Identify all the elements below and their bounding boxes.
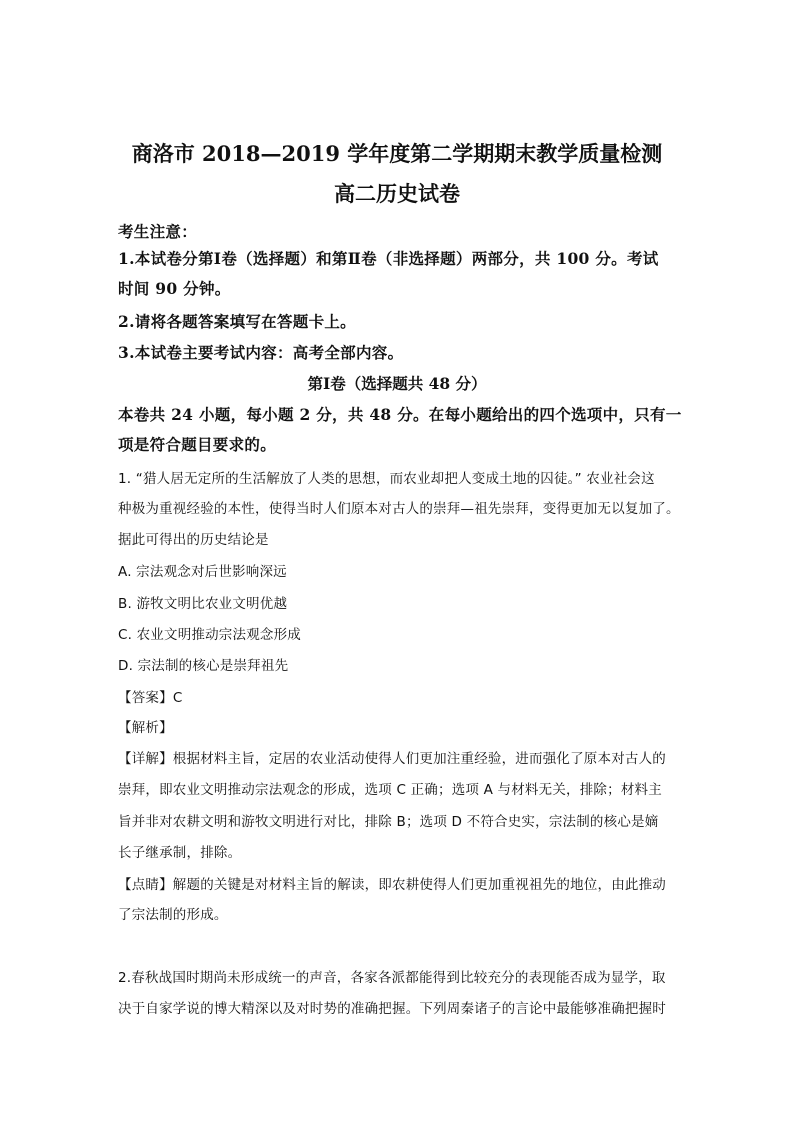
option-d: D. 宗法制的核心是崇拜祖先 bbox=[118, 658, 289, 674]
option-a: A. 宗法观念对后世影响深远 bbox=[118, 564, 287, 580]
answer-value: C bbox=[172, 690, 183, 706]
option-c: C. 农业文明推动宗法观念形成 bbox=[118, 627, 302, 643]
notice-item: 3.本试卷主要考试内容：高考全部内容。 bbox=[118, 343, 404, 362]
section-heading: 第Ⅰ卷（选择题共 48 分） bbox=[307, 374, 487, 393]
question-stem: 种极为重视经验的本性，使得当时人们原本对古人的崇拜—祖先崇拜，变得更加无以复加了。 bbox=[118, 501, 680, 517]
comment-line: 了宗法制的形成。 bbox=[118, 907, 228, 923]
detail-line: 【详解】根据材料主旨，定居的农业活动使得人们更加注重经验，进而强化了原本对古人的 bbox=[118, 751, 666, 767]
section-instructions: 本卷共 24 小题，每小题 2 分，共 48 分。在每小题给出的四个选项中，只有一 bbox=[118, 405, 682, 424]
notice-item: 2.请将各题答案填写在答题卡上。 bbox=[118, 312, 356, 331]
notice-item: 1.本试卷分第Ⅰ卷（选择题）和第Ⅱ卷（非选择题）两部分，共 100 分。考试 bbox=[118, 249, 659, 268]
comment-line: 【点睛】解题的关键是对材料主旨的解读，即农耕使得人们更加重视祖先的地位，由此推动 bbox=[118, 877, 666, 893]
page-subtitle: 高二历史试卷 bbox=[334, 181, 460, 206]
answer-label: 【答案】 bbox=[118, 690, 173, 706]
answer-line bbox=[118, 686, 182, 706]
question-stem: 决于自家学说的博大精深以及对时势的准确把握。下列周秦诸子的言论中最能够准确把握时 bbox=[118, 1001, 666, 1017]
analysis-label: 【解析】 bbox=[118, 720, 173, 736]
notice-item: 时间 90 分钟。 bbox=[118, 279, 231, 298]
question-stem: 1. “猎人居无定所的生活解放了人类的思想，而农业却把人变成土地的囚徒。” 农业社会这 bbox=[118, 471, 655, 487]
detail-line: 崇拜，即农业文明推动宗法观念的形成，选项 C 正确；选项 A 与材料无关，排除；材料主 bbox=[118, 782, 662, 798]
notice-heading: 考生注意： bbox=[118, 222, 198, 241]
detail-line: 长子继承制，排除。 bbox=[118, 845, 242, 861]
question-stem: 据此可得出的历史结论是 bbox=[118, 532, 269, 548]
question-stem: 2.春秋战国时期尚未形成统一的声音，各家各派都能得到比较充分的表现能否成为显学，取 bbox=[118, 970, 666, 986]
option-b: B. 游牧文明比农业文明优越 bbox=[118, 596, 288, 612]
section-instructions: 项是符合题目要求的。 bbox=[118, 435, 277, 454]
page-title: 商洛市 2018—2019 学年度第二学期期末教学质量检测 bbox=[131, 141, 663, 166]
detail-line: 旨并非对农耕文明和游牧文明进行对比，排除 B；选项 D 不符合史实，宗法制的核心是嫡 bbox=[118, 814, 659, 830]
